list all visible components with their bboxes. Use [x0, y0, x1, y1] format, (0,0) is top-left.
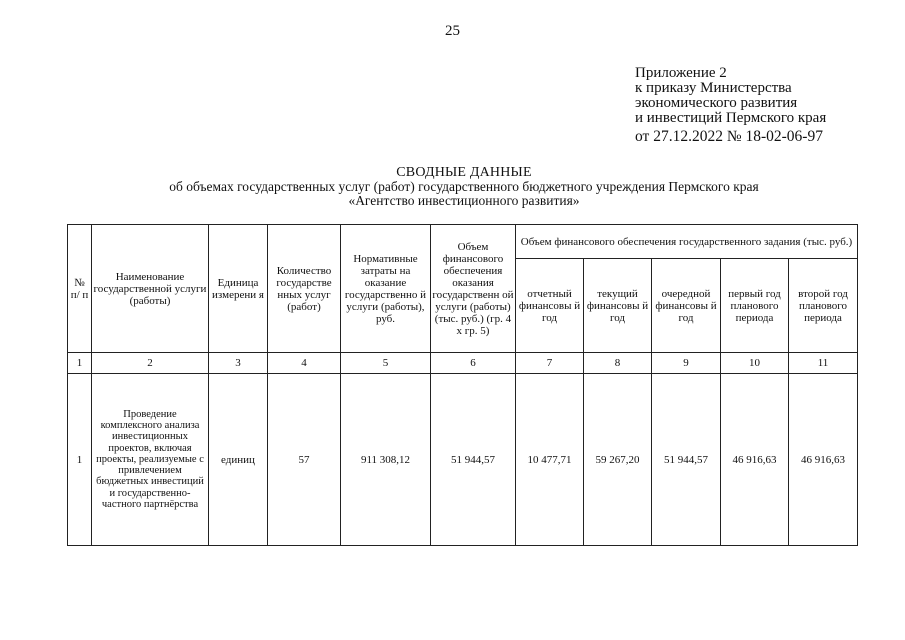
cell-current-year: 59 267,20 [584, 374, 652, 546]
header-volume: Объем финансового обеспечения оказания государственн ой услуги (работы) (тыс. руб.) (гр. 4 х гр. 5) [431, 225, 516, 353]
cell-num: 1 [68, 374, 92, 546]
column-number: 8 [584, 353, 652, 374]
header-num: № п/ п [68, 225, 92, 353]
table-header-row [68, 225, 858, 259]
cell-unit: единиц [209, 374, 268, 546]
column-number: 2 [92, 353, 209, 374]
appendix-block [635, 66, 826, 144]
table-row [68, 374, 858, 546]
document-title [0, 166, 905, 208]
appendix-line: Приложение 2 [635, 65, 727, 81]
header-quantity: Количество государстве нных услуг (работ) [268, 225, 341, 353]
appendix-line: к приказу Министерства [635, 80, 792, 96]
header-plan-year-2: второй год планового периода [789, 259, 858, 353]
title-line: «Агентство инвестиционного развития» [348, 193, 580, 208]
cell-quantity: 57 [268, 374, 341, 546]
summary-table [67, 224, 858, 546]
column-number: 3 [209, 353, 268, 374]
header-next-year: очередной финансовы й год [652, 259, 721, 353]
column-number: 10 [721, 353, 789, 374]
cell-service-name: Проведение комплексного анализа инвестиционных проектов, включая проекты, реализуемые с привлечением бюджетных инвестиций и государственно-частного партнёрства [92, 374, 209, 546]
header-funding-group: Объем финансового обеспечения государственного задания (тыс. руб.) [516, 225, 858, 259]
column-number: 5 [341, 353, 431, 374]
header-plan-year-1: первый год планового периода [721, 259, 789, 353]
header-service-name: Наименование государственной услуги (работы) [92, 225, 209, 353]
cell-plan-year-1: 46 916,63 [721, 374, 789, 546]
header-reporting-year: отчетный финансовы й год [516, 259, 584, 353]
title-heading: СВОДНЫЕ ДАННЫЕ [396, 165, 532, 180]
column-number: 4 [268, 353, 341, 374]
cell-reporting-year: 10 477,71 [516, 374, 584, 546]
appendix-date-line: от 27.12.2022 № 18-02-06-97 [635, 128, 823, 145]
cell-norm-costs: 911 308,12 [341, 374, 431, 546]
column-number: 6 [431, 353, 516, 374]
appendix-line: и инвестиций Пермского края [635, 110, 827, 126]
column-number-row [68, 353, 858, 374]
column-number: 11 [789, 353, 858, 374]
header-current-year: текущий финансовы й год [584, 259, 652, 353]
page-number: 25 [445, 23, 460, 39]
cell-next-year: 51 944,57 [652, 374, 721, 546]
cell-volume: 51 944,57 [431, 374, 516, 546]
header-unit: Единица измерени я [209, 225, 268, 353]
column-number: 7 [516, 353, 584, 374]
column-number: 9 [652, 353, 721, 374]
cell-plan-year-2: 46 916,63 [789, 374, 858, 546]
title-line: об объемах государственных услуг (работ) государственного бюджетного учреждения Пермского края [169, 179, 759, 194]
header-norm-costs: Нормативные затраты на оказание государственно й услуги (работы), руб. [341, 225, 431, 353]
appendix-line: экономического развития [635, 95, 798, 111]
column-number: 1 [68, 353, 92, 374]
